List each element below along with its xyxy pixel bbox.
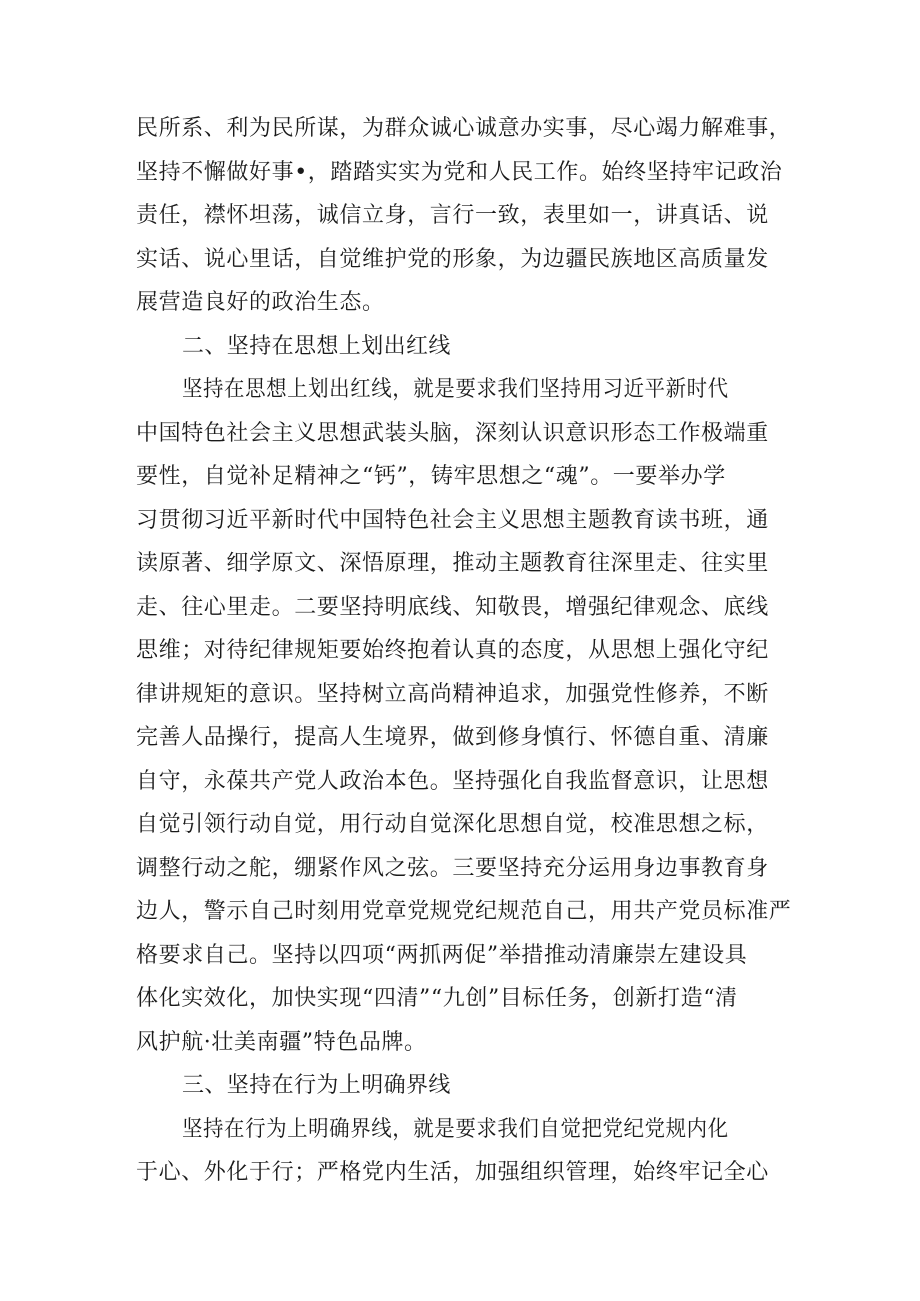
- section-3-line-1: 坚持在行为上明确界线，就是要求我们自觉把党纪党规内化: [182, 1117, 729, 1142]
- section-2-line-1: 坚持在思想上划出红线，就是要求我们坚持用习近平新时代: [182, 377, 729, 402]
- section-2-line-12: 调整行动之舵，绷紧作风之弦。三要坚持充分运用身边事教育身: [136, 856, 769, 881]
- section-2-line-7: 思维；对待纪律规矩要始终抱着认真的态度，从思想上强化守纪: [136, 638, 769, 663]
- section-2-line-3: 要性，自觉补足精神之“钙”，铸牢思想之“魂”。一要举办学: [136, 464, 726, 489]
- section-3-line-2: 于心、外化于行；严格党内生活，加强组织管理，始终牢记全心: [136, 1160, 769, 1185]
- paragraph-1-line-1: 民所系、利为民所谋，为群众诚心诚意办实事，尽心竭力解难事，: [136, 116, 792, 141]
- section-2-line-15: 体化实效化，加快实现“四清”“九创”目标任务，创新打造“清: [136, 986, 738, 1011]
- section-2-line-9: 完善人品操行，提高人生境界，做到修身慎行、怀德自重、清廉: [136, 725, 769, 750]
- paragraph-1-line-5: 展营造良好的政治生态。: [136, 290, 385, 315]
- section-3-heading: 三、坚持在行为上明确界线: [182, 1073, 451, 1098]
- section-2-line-10: 自守，永葆共产党人政治本色。坚持强化自我监督意识，让思想: [136, 769, 769, 794]
- paragraph-1-line-4: 实话、说心里话，自觉维护党的形象，为边疆民族地区高质量发: [136, 247, 769, 272]
- section-2-heading: 二、坚持在思想上划出红线: [182, 334, 451, 359]
- paragraph-1-line-3: 责任，襟怀坦荡，诚信立身，言行一致，表里如一，讲真话、说: [136, 203, 769, 228]
- section-2-line-2: 中国特色社会主义思想武装头脑，深刻认识意识形态工作极端重: [136, 421, 769, 446]
- paragraph-1-line-2: 坚持不懈做好事•，踏踏实实为党和人民工作。始终坚持牢记政治: [136, 160, 783, 185]
- section-2-line-11: 自觉引领行动自觉，用行动自觉深化思想自觉，校准思想之标，: [136, 812, 769, 837]
- section-2-line-14: 格要求自己。坚持以四项“两抓两促”举措推动清廉崇左建设具: [136, 943, 748, 968]
- section-2-line-8: 律讲规矩的意识。坚持树立高尚精神追求，加强党性修养，不断: [136, 682, 769, 707]
- section-2-line-5: 读原著、细学原文、深悟原理，推动主题教育往深里走、往实里: [136, 551, 769, 576]
- section-2-line-13: 边人，警示自己时刻用党章党规党纪规范自己，用共产党员标准严: [136, 899, 792, 924]
- section-2-line-4: 习贯彻习近平新时代中国特色社会主义思想主题教育读书班，通: [136, 508, 769, 533]
- section-2-line-16: 风护航·壮美南疆”特色品牌。: [136, 1030, 427, 1055]
- section-2-line-6: 走、往心里走。二要坚持明底线、知敬畏，增强纪律观念、底线: [136, 595, 769, 620]
